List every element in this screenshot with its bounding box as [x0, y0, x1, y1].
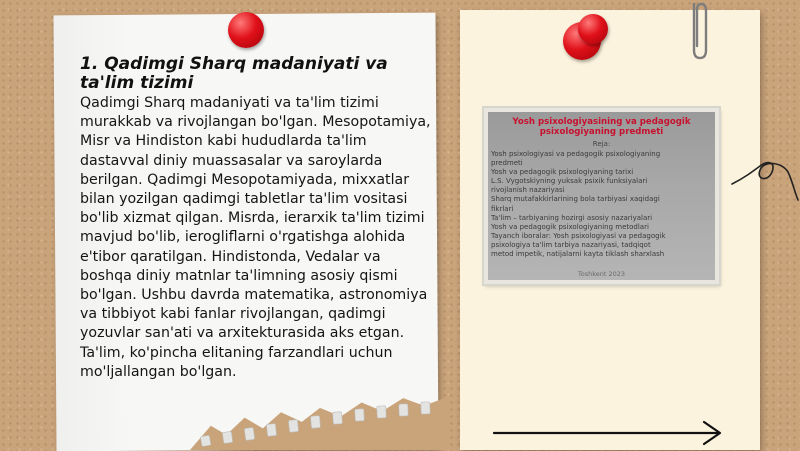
paper-clip-icon — [686, 0, 712, 62]
torn-edge-tabs — [195, 400, 440, 450]
outline-line: fikrlari — [491, 204, 514, 213]
push-pin-icon — [578, 14, 608, 44]
arrow-right-icon[interactable] — [492, 418, 726, 448]
push-pin-icon — [228, 12, 264, 48]
outline-line: rivojlanish nazariyasi — [491, 186, 565, 195]
section-body-text: Qadimgi Sharq madaniyati va ta'lim tizimi murakkab va rivojlangan bo'lgan. Mesopotamiya, Misr va Hindiston kabi hududlarda ta'lim dastavval diniy muassasalar va saroylarda berilgan. Qadimgi Mesopotamiyada, mixxatlar bilan yozilgan qadimgi tabletlar ta'lim vositasi bo'lib xizmat qilgan. Misrda, ierarxik ta'lim tizimi mavjud bo'lib, ierogliflarni o'rgatishga alohida e'tibor qaratilgan. Hindistonda, Vedalar va boshqa diniy matnlar ta'limning asosiy qismi bo'lgan. Ushbu davrda matematika, astronomiya va tibbiyot kabi fanlar rivojlangan, qadimgi yozuvlar san'ati va arxitekturasida aks etgan. Ta'lim, ko'pincha elitaning farzandlari uchun mo'ljallangan bo'lgan. — [80, 95, 431, 380]
slide-thumbnail-outline — [491, 150, 717, 259]
slide-thumbnail-footer: Toshkent 2023 — [577, 270, 626, 278]
slide-thumbnail-content — [488, 112, 715, 280]
section-title: 1. Qadimgi Sharq madaniyati va ta'lim tizimi — [80, 54, 388, 93]
outline-line: Yosh va pedagogik psixologiyaning tarixi — [491, 168, 634, 177]
outline-line: Tayanch iboralar: Yosh psixologiyasi va pedagogik — [491, 231, 666, 240]
slide-thumbnail-subtitle: Reja: — [592, 140, 611, 148]
slide-thumbnail — [484, 108, 719, 284]
slide-thumbnail-title: Yosh psixologiyasining va pedagogik psixologiyaning predmeti — [512, 117, 691, 137]
outline-line: Sharq mutafakkirlarining bola tarbiyasi xaqidagi — [491, 195, 660, 204]
squiggle-decoration-icon — [730, 150, 800, 210]
outline-line: predmeti — [491, 159, 523, 168]
outline-line: Ta'lim – tarbiyaning hozirgi asosiy nazariyalari — [491, 213, 653, 222]
outline-line: metod impetik, natijalarni kayta tiklash sharxlash — [491, 250, 665, 259]
outline-line: L.S. Vygotskiyning yuksak psixik funksiyalari — [491, 177, 648, 186]
outline-line: Yosh psixologiyasi va pedagogik psixologiyaning — [491, 150, 661, 158]
outline-line: psixologiya ta'lim tarbiya nazariyasi, tadqiqot — [491, 240, 651, 249]
outline-line: Yosh va pedagogik psixologiyaning metodlari — [491, 222, 649, 231]
